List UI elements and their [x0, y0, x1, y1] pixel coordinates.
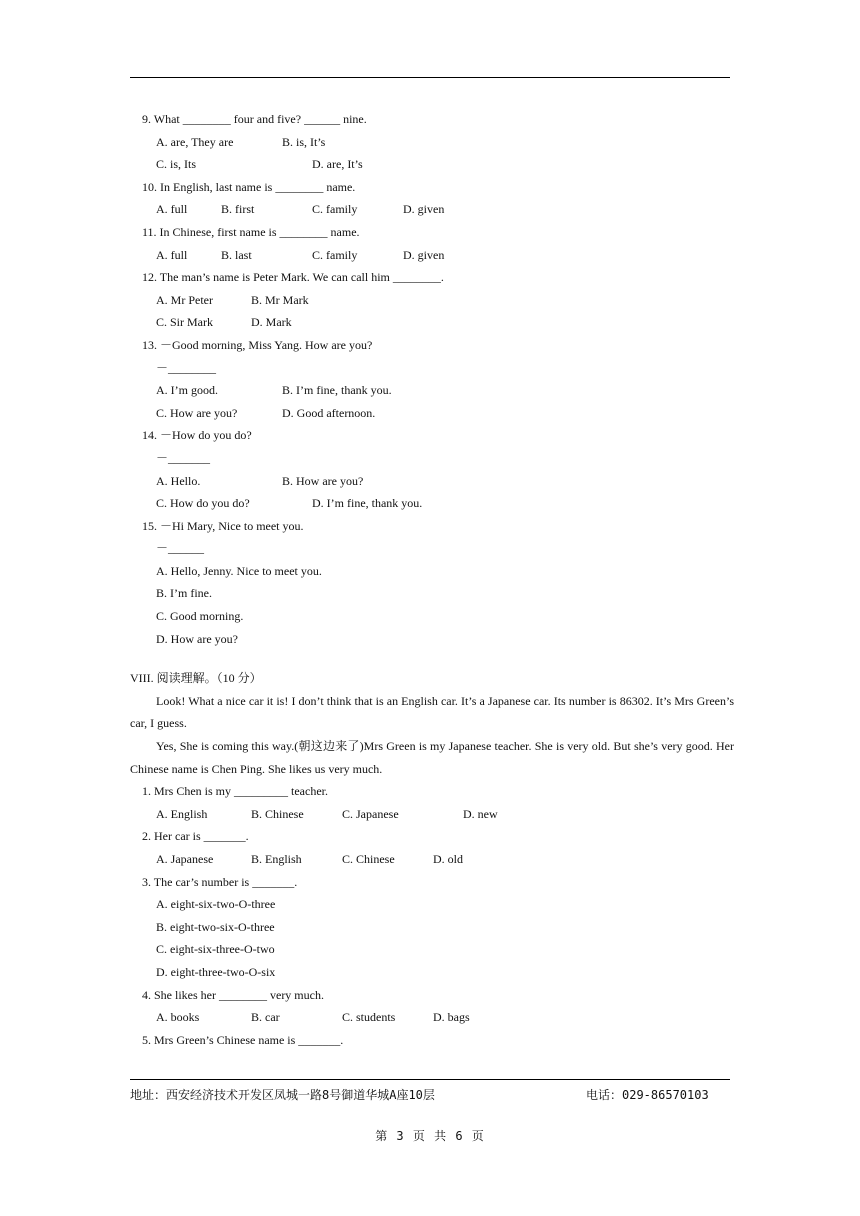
option-b: D. are, It’s — [312, 157, 363, 172]
option-c: C. Japanese — [342, 806, 399, 821]
question-stem: 12. The man’s name is Peter Mark. We can call him ________. — [142, 270, 444, 285]
option-b: B. last — [221, 247, 252, 262]
question-stem: 14. －How do you do? — [142, 428, 252, 443]
question-stem: 9. What ________ four and five? ______ nine. — [142, 112, 367, 126]
footer-rule — [130, 1079, 730, 1080]
question-stem: 15. －Hi Mary, Nice to meet you. — [142, 518, 304, 533]
option-a: B. eight-two-six-O-three — [156, 919, 275, 934]
option-b: B. car — [251, 1010, 280, 1025]
reading-paragraph-1: Look! What a nice car it is! I don’t think that is an English car. It’s a Japanese car. Its number is 86302. It’s Mrs Green’s car, I guess. — [130, 693, 734, 731]
options-row — [130, 289, 734, 312]
question-stem: 3. The car’s number is _______. — [142, 874, 298, 889]
document-body — [130, 108, 734, 1051]
option-a: A. Japanese — [156, 852, 214, 866]
answer-blank: －______ — [156, 541, 205, 556]
option-c: C. family — [312, 202, 358, 217]
options-row — [130, 131, 734, 154]
question-stem: 1. Mrs Chen is my _________ teacher. — [142, 784, 328, 799]
option-a: B. I’m fine. — [156, 586, 212, 601]
options-row — [130, 379, 734, 402]
options-row — [130, 311, 734, 334]
footer-address: 地址：西安经济技术开发区凤城一路8号御道华城A座10层 — [130, 1088, 435, 1102]
question-stem: 10. In English, last name is ________ name. — [142, 179, 356, 194]
option-a: C. is, Its — [156, 157, 197, 172]
option-b: D. I’m fine, thank you. — [312, 496, 423, 511]
option-a: A. are, They are — [156, 134, 234, 149]
answer-blank: －_______ — [156, 450, 211, 465]
option-d: D. new — [463, 806, 498, 821]
options-row — [130, 938, 734, 961]
option-a: A. full — [156, 247, 188, 262]
option-b: B. Mr Mark — [251, 292, 309, 307]
option-a: D. eight-three-two-O-six — [156, 964, 276, 979]
question-stem: 2. Her car is _______. — [142, 829, 249, 844]
options-row — [130, 153, 734, 176]
option-b: B. is, It’s — [282, 134, 326, 149]
option-a: A. Hello. — [156, 473, 201, 488]
option-a: A. full — [156, 202, 188, 217]
option-b: B. English — [251, 852, 302, 866]
reading-questions-block — [130, 780, 734, 1051]
options-row — [130, 916, 734, 939]
options-row — [130, 560, 734, 583]
option-a: D. How are you? — [156, 631, 238, 646]
option-b: D. Good afternoon. — [282, 405, 376, 420]
option-a: A. eight-six-two-O-three — [156, 897, 276, 912]
option-a: C. How are you? — [156, 405, 238, 420]
reading-paragraph-2: Yes, She is coming this way.(朝这边来了)Mrs Green is my Japanese teacher. She is very old. But she’s very good. Her Chinese name is Chen Ping. She likes us very much. — [130, 739, 734, 776]
option-d: D. given — [403, 202, 445, 217]
question-stem: 5. Mrs Green’s Chinese name is _______. — [142, 1032, 344, 1047]
options-row — [130, 198, 734, 221]
options-row — [130, 628, 734, 651]
option-a: A. I’m good. — [156, 383, 218, 398]
option-a: A. books — [156, 1010, 200, 1025]
question-stem: 11. In Chinese, first name is ________ name. — [142, 224, 360, 239]
option-a: A. Hello, Jenny. Nice to meet you. — [156, 563, 322, 578]
header-rule — [130, 77, 730, 78]
option-b: B. I’m fine, thank you. — [282, 383, 392, 398]
option-b: D. Mark — [251, 315, 292, 330]
options-row — [130, 1006, 734, 1029]
option-d: D. given — [403, 247, 445, 262]
options-row — [130, 492, 734, 515]
options-row — [130, 582, 734, 605]
options-row — [130, 470, 734, 493]
option-a: C. Sir Mark — [156, 315, 213, 330]
options-row — [130, 893, 734, 916]
options-row — [130, 848, 734, 871]
multiple-choice-block — [130, 108, 734, 650]
option-a: A. English — [156, 806, 208, 821]
option-b: B. Chinese — [251, 806, 304, 821]
option-c: C. family — [312, 247, 358, 262]
option-c: C. Chinese — [342, 852, 395, 866]
option-a: C. Good morning. — [156, 609, 244, 624]
option-b: B. first — [221, 202, 255, 217]
options-row — [130, 803, 734, 826]
option-c: C. students — [342, 1010, 396, 1025]
section-heading: VIII. 阅读理解。（10 分） — [130, 671, 262, 686]
page-number: 第 3 页 共 6 页 — [375, 1129, 485, 1143]
footer — [130, 1086, 730, 1104]
question-stem: 4. She likes her ________ very much. — [142, 987, 324, 1002]
option-a: C. How do you do? — [156, 496, 250, 511]
option-a: C. eight-six-three-O-two — [156, 942, 275, 957]
footer-phone: 电话：029-86570103 — [586, 1088, 709, 1102]
question-stem: 13. －Good morning, Miss Yang. How are you? — [142, 337, 373, 352]
options-row — [130, 605, 734, 628]
options-row — [130, 402, 734, 425]
answer-blank: －________ — [156, 360, 217, 375]
options-row — [130, 961, 734, 984]
option-d: D. old — [433, 852, 463, 866]
option-d: D. bags — [433, 1010, 470, 1025]
options-row — [130, 244, 734, 267]
option-b: B. How are you? — [282, 473, 364, 488]
option-a: A. Mr Peter — [156, 292, 213, 307]
